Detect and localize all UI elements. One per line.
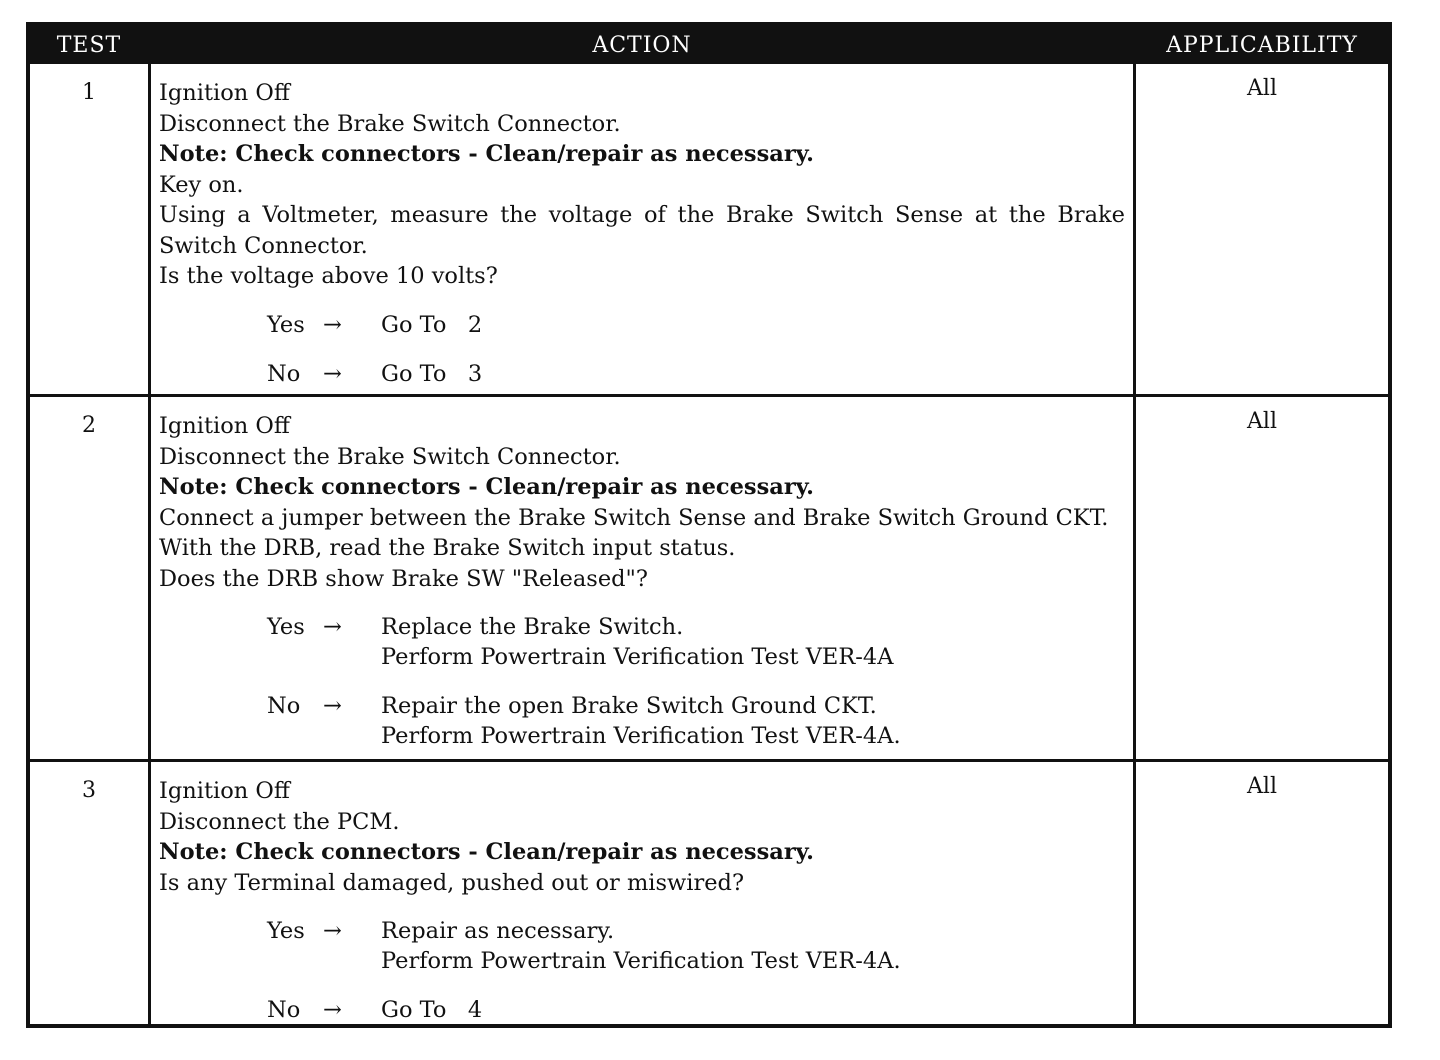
answer-label: Yes (267, 311, 305, 338)
answer-label: No (267, 997, 301, 1023)
test-row-2 (30, 394, 1388, 759)
outcome-no (267, 691, 1125, 751)
result-text (381, 995, 482, 1025)
answer-label: No (267, 693, 301, 719)
outcomes (159, 916, 1125, 1025)
arrow-icon: → (323, 614, 342, 640)
result-text (381, 612, 893, 672)
diagnostic-test-table (26, 22, 1392, 1028)
outcome-yes (267, 310, 1125, 340)
outcome-no (267, 995, 1125, 1025)
answer-label: Yes (267, 614, 305, 640)
result-line: Perform Powertrain Verification Test VER-4A (381, 644, 894, 670)
test-row-3 (30, 759, 1388, 1028)
result-line: Perform Powertrain Verification Test VER-4A. (381, 948, 901, 974)
arrow-icon: → (323, 918, 342, 944)
arrow-icon: → (323, 360, 342, 387)
note-line: Note: Check connectors - Clean/repair as necessary. (159, 474, 814, 500)
arrow-icon: → (323, 311, 342, 338)
result-line: Go To 3 (381, 360, 483, 387)
test-applicability: All (1247, 774, 1277, 799)
test-number: 2 (82, 413, 96, 438)
header-applicability: APPLICABILITY (1166, 32, 1358, 58)
question-line: Does the DRB show Brake SW "Released"? (159, 565, 648, 592)
note-line: Note: Check connectors - Clean/repair as necessary. (159, 839, 814, 865)
step-line: Using a Voltmeter, measure the voltage of the Brake Switch Sense at the Brake Switch Connector. (159, 202, 1125, 259)
test-action (148, 64, 1136, 394)
test-number: 1 (82, 80, 96, 105)
step-line: Disconnect the Brake Switch Connector. (159, 443, 621, 470)
result-line: Repair as necessary. (381, 918, 615, 944)
outcome-no (267, 359, 1125, 389)
table-header (30, 26, 1388, 64)
note-line: Note: Check connectors - Clean/repair as necessary. (159, 141, 814, 167)
test-row-1 (30, 64, 1388, 394)
step-line: Ignition Off (159, 413, 290, 439)
result-line: Go To 4 (381, 997, 483, 1023)
arrow-icon: → (323, 693, 342, 719)
step-line: Ignition Off (159, 778, 290, 804)
result-text (381, 691, 901, 751)
outcomes (159, 310, 1125, 389)
answer-label: Yes (267, 918, 305, 944)
test-applicability: All (1247, 76, 1277, 101)
step-line: Ignition Off (159, 80, 290, 106)
outcome-yes (267, 612, 1125, 672)
answer-label: No (267, 360, 301, 387)
header-test: TEST (56, 32, 122, 58)
result-line: Replace the Brake Switch. (381, 614, 684, 640)
result-text (381, 359, 482, 389)
result-text (381, 310, 482, 340)
outcome-yes (267, 916, 1125, 976)
header-action: ACTION (592, 32, 692, 58)
test-action (148, 762, 1136, 1028)
step-line: With the DRB, read the Brake Switch input status. (159, 535, 736, 561)
step-line: Key on. (159, 171, 244, 198)
result-line: Go To 2 (381, 311, 483, 338)
test-number: 3 (82, 778, 96, 803)
result-text (381, 916, 901, 976)
result-line: Repair the open Brake Switch Ground CKT. (381, 693, 877, 719)
question-line: Is the voltage above 10 volts? (159, 263, 498, 289)
question-line: Is any Terminal damaged, pushed out or miswired? (159, 869, 745, 896)
outcomes (159, 612, 1125, 751)
test-action (148, 397, 1136, 759)
step-line: Connect a jumper between the Brake Switch Sense and Brake Switch Ground CKT. (159, 504, 1109, 531)
step-line: Disconnect the Brake Switch Connector. (159, 110, 621, 137)
arrow-icon: → (323, 997, 342, 1023)
result-line: Perform Powertrain Verification Test VER-4A. (381, 723, 901, 749)
step-line: Disconnect the PCM. (159, 808, 400, 835)
test-applicability: All (1247, 409, 1277, 434)
